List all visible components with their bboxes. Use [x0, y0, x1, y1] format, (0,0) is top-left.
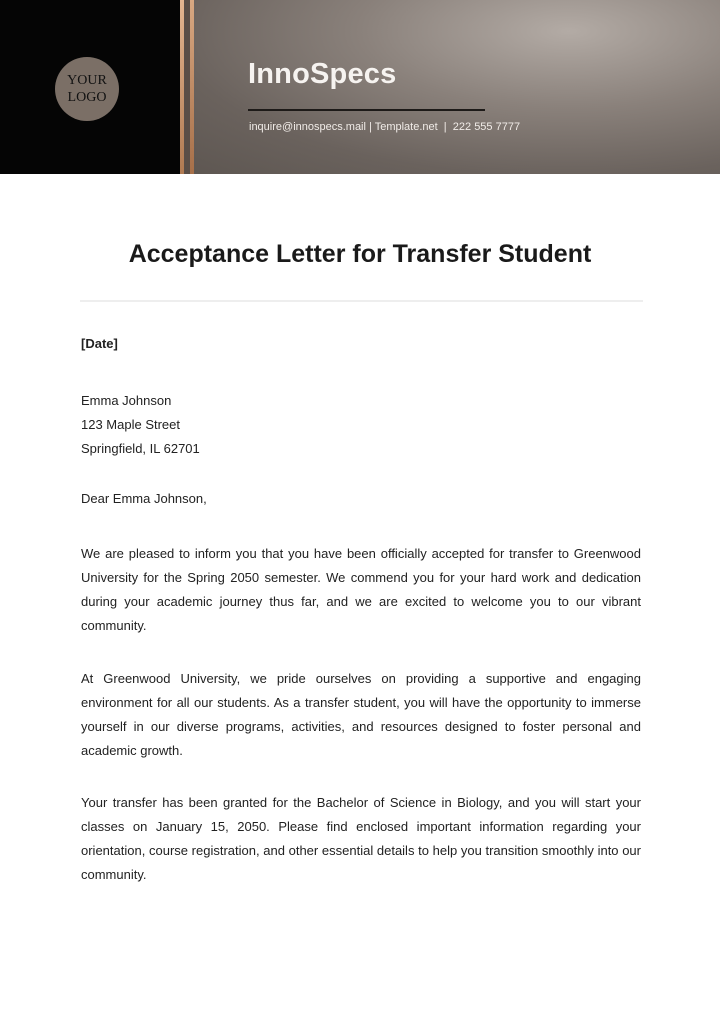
- logo-text-line: YOUR: [67, 73, 107, 88]
- recipient-street: 123 Maple Street: [81, 417, 181, 432]
- body-paragraph: At Greenwood University, we pride ourselves on providing a supportive and engaging environment for all our students. As a transfer student, you will have the opportunity to immerse yourself in our diverse programs, activities, and resources designed to foster personal and academic growth.: [81, 671, 641, 758]
- date-placeholder: [Date]: [81, 336, 118, 351]
- recipient-name: Emma Johnson: [81, 393, 172, 408]
- contact-info: inquire@innospecs.mail | Template.net | 222 555 7777: [249, 121, 521, 133]
- logo-text-line: LOGO: [67, 90, 107, 105]
- title-divider: [80, 300, 643, 302]
- body-paragraph: We are pleased to inform you that you have been officially accepted for transfer to Greenwood University for the Spring 2050 semester. We commend you for your hard work and dedication during your academic journey thus far, and we are excited to welcome you to our vibrant community.: [81, 546, 641, 633]
- brand-divider: [248, 109, 485, 111]
- company-name: InnoSpecs: [248, 58, 397, 90]
- recipient-address: [81, 389, 641, 461]
- salutation: Dear Emma Johnson,: [81, 491, 207, 506]
- body-paragraph: Your transfer has been granted for the Bachelor of Science in Biology, and you will start your classes on January 15, 2050. Please find enclosed important information regarding your orientation, course registration, and other essential details to help you transition smoothly into our community.: [81, 795, 641, 882]
- letter-title: Acceptance Letter for Transfer Student: [128, 240, 592, 268]
- logo-placeholder: [55, 57, 119, 121]
- recipient-city: Springfield, IL 62701: [81, 441, 200, 456]
- header-copper-stripe: [190, 0, 194, 174]
- letterhead-header: [0, 0, 720, 174]
